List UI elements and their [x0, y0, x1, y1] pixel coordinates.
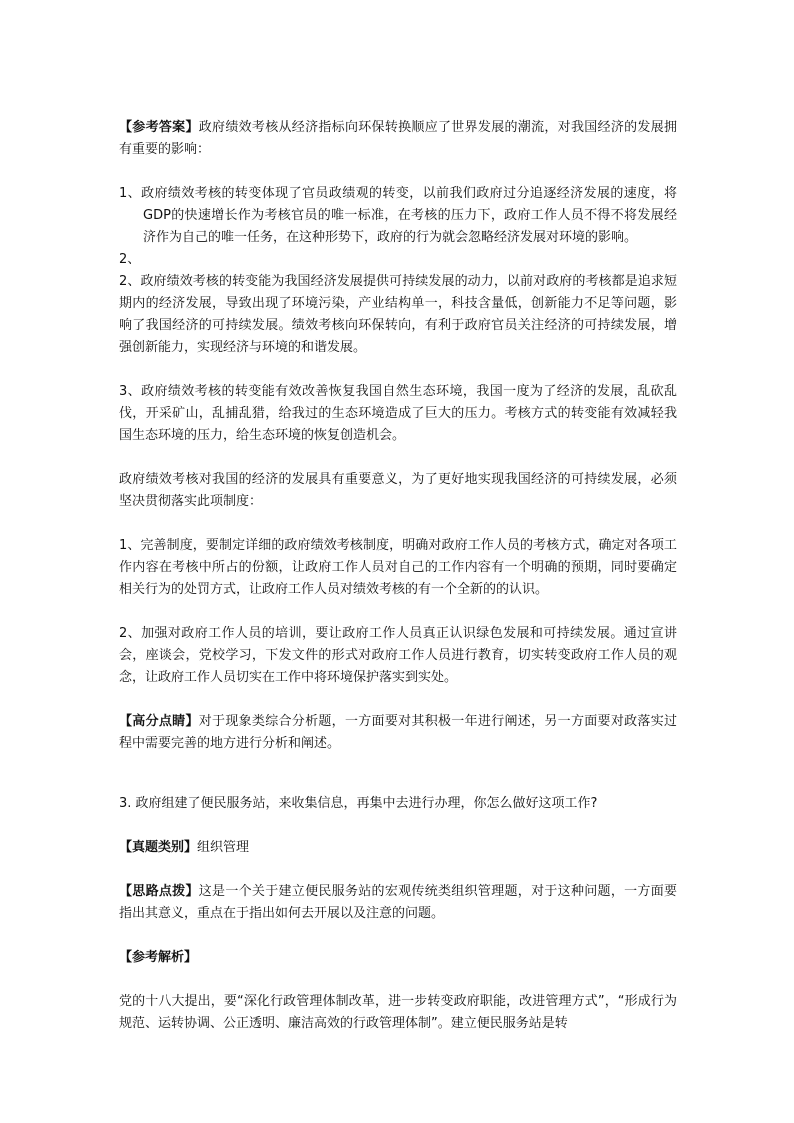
point-1-text: 政府绩效考核的转变体现了官员政绩观的转变，以前我们政府过分追逐经济发展的速度，将GDP的快速增长作为考核官员的唯一标准，在考核的压力下，政府工作人员不得不将发展经济作为自己的唯一任务，在这种形势下，政府的行为就会忽略经济发展对环境的影响。 — [141, 186, 677, 245]
measure-2-paragraph: 2、加强对政府工作人员的培训，要让政府工作人员真正认识绿色发展和可持续发展。通过宣讲会，座谈会，党校学习，下发文件的形式对政府工作人员进行教育，切实转变政府工作人员的观念，让政府工作人员切实在工作中将环境保护落实到实处。 — [119, 626, 677, 685]
highlight-label: 【高分点睛】 — [119, 714, 199, 729]
highlight-paragraph — [119, 711, 677, 755]
analysis-label-line — [119, 947, 677, 969]
category-paragraph — [119, 837, 677, 859]
point-2-paragraph: 2、政府绩效考核的转变能为我国经济发展提供可持续发展的动力，以前对政府的考核都是追求短期内的经济发展，导致出现了环境污染，产业结构单一，科技含量低，创新能力不足等问题，影响了我国经济的可持续发展。绩效考核向环保转向，有利于政府官员关注经济的可持续发展，增强创新能力，实现经济与环境的和谐发展。 — [119, 274, 677, 355]
highlight-text: 对于现象类综合分析题，一方面要对其积极一年进行阐述，另一方面要对政落实过程中需要完善的地方进行分析和阐述。 — [119, 714, 677, 751]
hint-label: 【思路点拨】 — [119, 884, 199, 899]
question-3-heading: 3. 政府组建了便民服务站，来收集信息，再集中去进行办理，你怎么做好这项工作? — [119, 796, 598, 811]
point-1-number: 1、 — [119, 186, 142, 201]
hint-text: 这是一个关于建立便民服务站的宏观传统类组织管理题，对于这种问题，一方面要指出其意义，重点在于指出如何去开展以及注意的问题。 — [119, 884, 677, 921]
document-page — [119, 117, 677, 1035]
analysis-label: 【参考解析】 — [119, 950, 198, 965]
measure-1-paragraph: 1、完善制度，要制定详细的政府绩效考核制度，明确对政府工作人员的考核方式，确定对各项工作内容在考核中所占的份额，让政府工作人员对自己的工作内容有一个明确的预期，同时要确定相关行为的处罚方式，让政府工作人员对绩效考核的有一个全新的的认识。 — [119, 538, 677, 597]
category-label: 【真题类别】 — [119, 840, 198, 855]
final-paragraph: 党的十八大提出，要“深化行政管理体制改革，进一步转变政府职能，改进管理方式”，“形成行为规范、运转协调、公正透明、廉洁高效的行政管理体制”。建立便民服务站是转 — [119, 994, 677, 1031]
summary-paragraph: 政府绩效考核对我国的经济的发展具有重要意义，为了更好地实现我国经济的可持续发展，必须坚决贯彻落实此项制度： — [119, 472, 677, 509]
hint-paragraph — [119, 881, 677, 925]
category-text: 组织管理 — [197, 840, 250, 855]
reference-answer-label: 【参考答案】 — [119, 120, 199, 135]
reference-answer-text: 政府绩效考核从经济指标向环保转换顺应了世界发展的潮流，对我国经济的发展拥有重要的影响： — [119, 120, 677, 157]
reference-answer-paragraph — [119, 117, 677, 161]
point-3-paragraph: 3、政府绩效考核的转变能有效改善恢复我国自然生态环境，我国一度为了经济的发展，乱砍乱伐，开采矿山，乱捕乱猎，给我过的生态环境造成了巨大的压力。考核方式的转变能有效减轻我国生态环境的压力，给生态环境的恢复创造机会。 — [119, 384, 677, 443]
stray-number-line: 2、 — [119, 252, 141, 267]
point-1-paragraph — [119, 183, 677, 249]
